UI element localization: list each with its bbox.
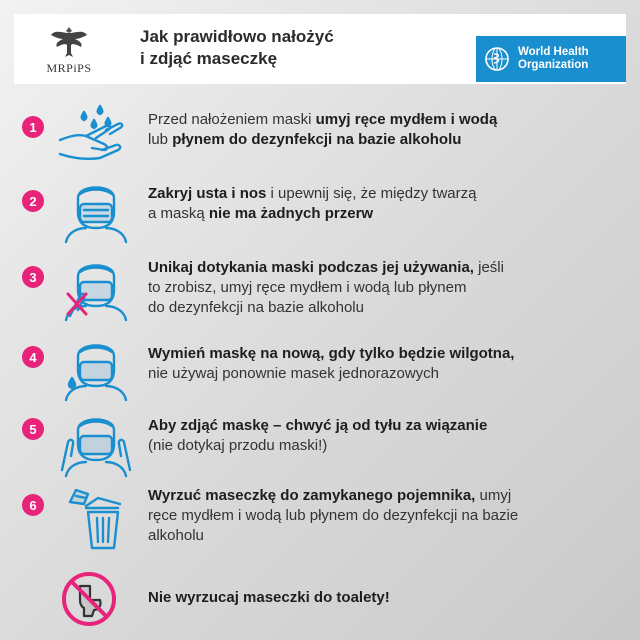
step-6 — [0, 484, 640, 556]
header — [14, 14, 626, 84]
trash-bin-icon — [56, 484, 136, 550]
no-toilet-icon — [60, 570, 118, 628]
step-number: 6 — [22, 494, 44, 516]
who-emblem-icon — [482, 44, 512, 74]
text-fragment: jeśli — [473, 259, 504, 276]
text-bold-fragment: płynem do dezynfekcji na bazie alkoholu — [172, 131, 462, 148]
final-warning-text: Nie wyrzucaj maseczki do toalety! — [148, 589, 390, 606]
remove-mask-icon — [56, 412, 136, 478]
text-fragment: lub — [148, 131, 173, 148]
ministry-logo — [14, 14, 124, 84]
step-number: 4 — [22, 346, 44, 368]
step-5-text — [148, 416, 618, 456]
step-5-line-2: (nie dotykaj przodu maski!) — [148, 437, 328, 454]
text-fragment: umyj — [475, 487, 512, 504]
who-logo-text — [518, 46, 589, 72]
step-5 — [0, 412, 640, 480]
text-fragment: Przed nałożeniem maski — [148, 111, 316, 128]
who-line-1: World Health — [518, 46, 589, 58]
text-bold-fragment: Wyrzuć maseczkę do zamykanego pojemnika, — [148, 487, 476, 504]
step-2-line-1 — [148, 184, 618, 204]
text-bold-fragment: Wymień maskę na nową, gdy tylko będzie wilgotna, — [148, 345, 515, 362]
step-6-text — [148, 486, 618, 546]
step-6-line-2: ręce mydłem i wodą lub płynem do dezynfekcji na bazie — [148, 507, 519, 524]
ministry-logo-text: MRPiPS — [46, 60, 92, 75]
step-3 — [0, 256, 640, 328]
text-bold-fragment: Zakryj usta i nos — [148, 185, 267, 202]
title-line-1: Jak prawidłowo nałożyć — [140, 27, 334, 46]
page-title — [140, 26, 400, 70]
title-line-2: i zdjąć maseczkę — [140, 49, 278, 68]
step-4-line-1 — [148, 344, 618, 364]
no-touch-mask-icon — [56, 256, 136, 322]
step-3-text — [148, 258, 618, 318]
step-number: 2 — [22, 190, 44, 212]
step-2-line-2 — [148, 204, 618, 224]
step-4 — [0, 336, 640, 404]
text-bold-fragment: umyj ręce mydłem i wodą — [315, 111, 498, 128]
step-4-text — [148, 344, 618, 384]
title-box — [124, 14, 626, 84]
step-number: 3 — [22, 266, 44, 288]
step-1-text — [148, 110, 618, 150]
text-fragment: a maską — [148, 205, 209, 222]
step-1 — [0, 100, 640, 170]
step-5-line-1 — [148, 416, 618, 436]
step-3-line-3: do dezynfekcji na bazie alkoholu — [148, 299, 364, 316]
step-3-line-1 — [148, 258, 618, 278]
step-2-text — [148, 184, 618, 224]
step-number: 5 — [22, 418, 44, 440]
final-warning — [0, 568, 640, 632]
step-number: 1 — [22, 116, 44, 138]
text-fragment: i upewnij się, że między twarzą — [266, 185, 477, 202]
step-3-line-2: to zrobisz, umyj ręce mydłem i wodą lub płynem — [148, 279, 467, 296]
step-6-line-3: alkoholu — [148, 527, 204, 544]
wet-mask-icon — [56, 336, 136, 402]
who-logo — [476, 36, 626, 82]
step-1-line-2 — [148, 130, 618, 150]
hand-washing-icon — [56, 100, 136, 166]
text-bold-fragment: Unikaj dotykania maski podczas jej używania, — [148, 259, 474, 276]
step-2 — [0, 178, 640, 248]
face-mask-icon — [56, 178, 136, 244]
step-1-line-1 — [148, 110, 618, 130]
text-bold-fragment: Aby zdjąć maskę – chwyć ją od tyłu za wiązanie — [148, 417, 488, 434]
step-4-line-2: nie używaj ponownie masek jednorazowych — [148, 365, 439, 382]
step-6-line-1 — [148, 486, 618, 506]
text-bold-fragment: nie ma żadnych przerw — [208, 205, 374, 222]
eagle-emblem-icon — [49, 23, 89, 59]
who-line-2: Organization — [518, 59, 589, 71]
